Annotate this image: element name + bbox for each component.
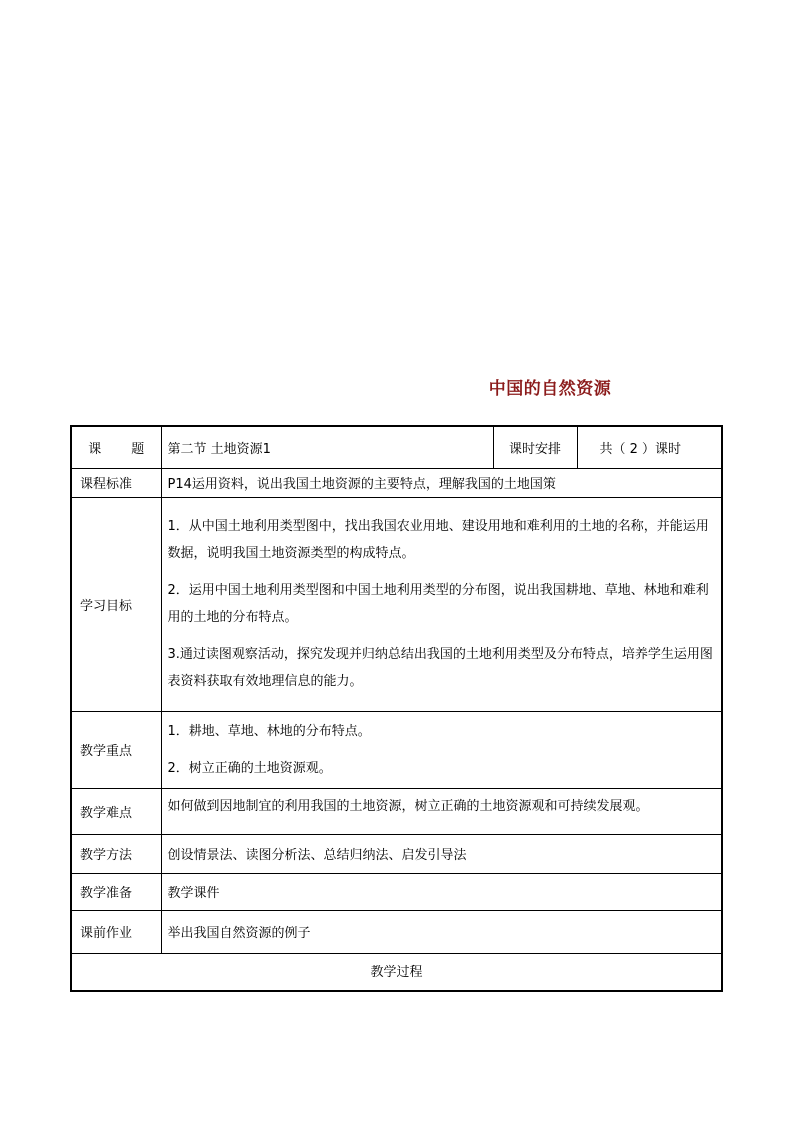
table-row-key-points [71, 711, 722, 788]
goal-item: 3.通过读图观察活动，探究发现并归纳总结出我国的土地利用类型及分布特点，培养学生运用图表资料获取有效地理信息的能力。 [167, 647, 713, 689]
subject-label [71, 426, 161, 468]
preparation-label: 教学准备 [71, 873, 161, 910]
subject-label-b: 题 [131, 441, 145, 457]
difficulty-value: 如何做到因地制宜的利用我国的土地资源，树立正确的土地资源观和可持续发展观。 [161, 788, 722, 834]
table-row-method [71, 834, 722, 873]
difficulty-label: 教学难点 [71, 788, 161, 834]
schedule-value: 共（ 2 ）课时 [577, 426, 722, 468]
key-point-item: 2．树立正确的土地资源观。 [167, 760, 332, 776]
standard-value: P14运用资料，说出我国土地资源的主要特点，理解我国的土地国策 [161, 468, 722, 497]
goals-value [161, 497, 722, 711]
preparation-value: 教学课件 [161, 873, 722, 910]
table-row-pre-homework [71, 910, 722, 953]
pre-homework-label: 课前作业 [71, 910, 161, 953]
schedule-label: 课时安排 [493, 426, 577, 468]
goal-item: 2．运用中国土地利用类型图和中国土地利用类型的分布图，说出我国耕地、草地、林地和难利用的土地的分布特点。 [167, 583, 709, 625]
table-row-standard [71, 468, 722, 497]
table-row-preparation [71, 873, 722, 910]
table-row-difficulty [71, 788, 722, 834]
process-heading: 教学过程 [71, 953, 722, 991]
document-title: 中国的自然资源 [488, 379, 612, 399]
standard-label: 课程标准 [71, 468, 161, 497]
pre-homework-value: 举出我国自然资源的例子 [161, 910, 722, 953]
table-row-subject [71, 426, 722, 468]
table-row-process [71, 953, 722, 991]
subject-value: 第二节 土地资源1 [161, 426, 493, 468]
goal-item: 1．从中国土地利用类型图中，找出我国农业用地、建设用地和难利用的土地的名称，并能运用数据，说明我国土地资源类型的构成特点。 [167, 519, 709, 561]
goals-label: 学习目标 [71, 497, 161, 711]
method-label: 教学方法 [71, 834, 161, 873]
subject-label-a: 课 [88, 441, 102, 457]
lesson-plan-table [70, 425, 723, 992]
key-points-label: 教学重点 [71, 711, 161, 788]
key-points-value [161, 711, 722, 788]
method-value: 创设情景法、读图分析法、总结归纳法、启发引导法 [161, 834, 722, 873]
key-point-item: 1．耕地、草地、林地的分布特点。 [167, 723, 371, 739]
table-row-goals [71, 497, 722, 711]
